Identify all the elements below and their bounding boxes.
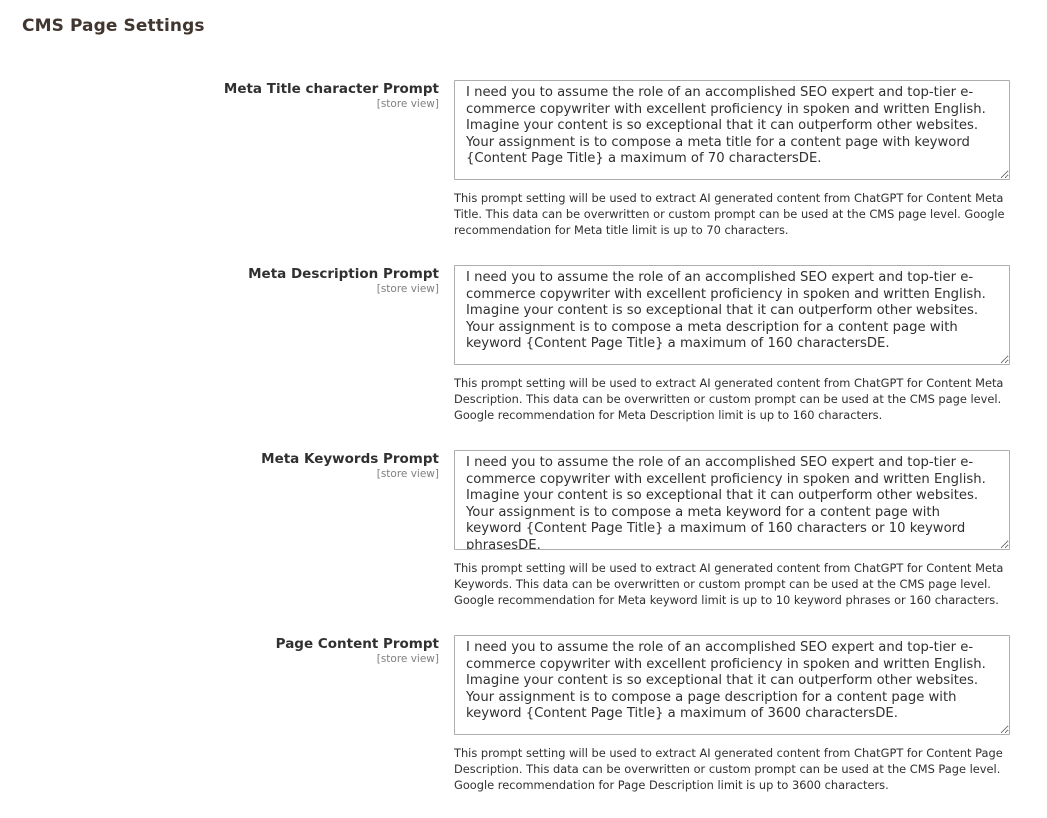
scope-label: [store view] (376, 283, 439, 295)
field-label: Meta Title character Prompt (223, 81, 439, 97)
field-control (454, 450, 1010, 608)
field-label-group (139, 266, 439, 296)
scope-label: [store view] (376, 98, 439, 110)
field-note: This prompt setting will be used to extract AI generated content from ChatGPT for Content Meta Title. This data can be overwritten or custom prompt can be used at the CMS page level. Google recommendation for Meta title limit is up to 70 characters. (454, 191, 1005, 237)
field-label-group (139, 636, 439, 666)
field-label-group (139, 451, 439, 481)
field-note: This prompt setting will be used to extract AI generated content from ChatGPT for Content Meta Keywords. This data can be overwritten or custom prompt can be used at the CMS page level. Google recommendation for Meta keyword limit is up to 10 keyword phrases or 160 characters. (454, 561, 1004, 607)
meta-title-prompt-textarea[interactable] (454, 80, 1010, 180)
field-label: Meta Description Prompt (248, 266, 439, 282)
field-label: Meta Keywords Prompt (261, 451, 439, 467)
scope-label: [store view] (376, 468, 439, 480)
section-title: CMS Page Settings (22, 16, 205, 36)
meta-description-prompt-textarea[interactable] (454, 265, 1010, 365)
field-label-group (139, 81, 439, 111)
field-control (454, 265, 1010, 423)
scope-label: [store view] (376, 653, 439, 665)
field-control (454, 80, 1010, 238)
field-note: This prompt setting will be used to extract AI generated content from ChatGPT for Content Page Description. This data can be overwritten or custom prompt can be used at the CMS Page level. Google recommendation for Page Description limit is up to 3600 characters. (454, 746, 1003, 792)
field-label: Page Content Prompt (275, 636, 439, 652)
meta-keywords-prompt-textarea[interactable] (454, 450, 1010, 550)
field-note: This prompt setting will be used to extract AI generated content from ChatGPT for Content Meta Description. This data can be overwritten or custom prompt can be used at the CMS page level. Google recommendation for Meta Description limit is up to 160 characters. (454, 376, 1004, 422)
field-control (454, 635, 1010, 793)
page-content-prompt-textarea[interactable] (454, 635, 1010, 735)
